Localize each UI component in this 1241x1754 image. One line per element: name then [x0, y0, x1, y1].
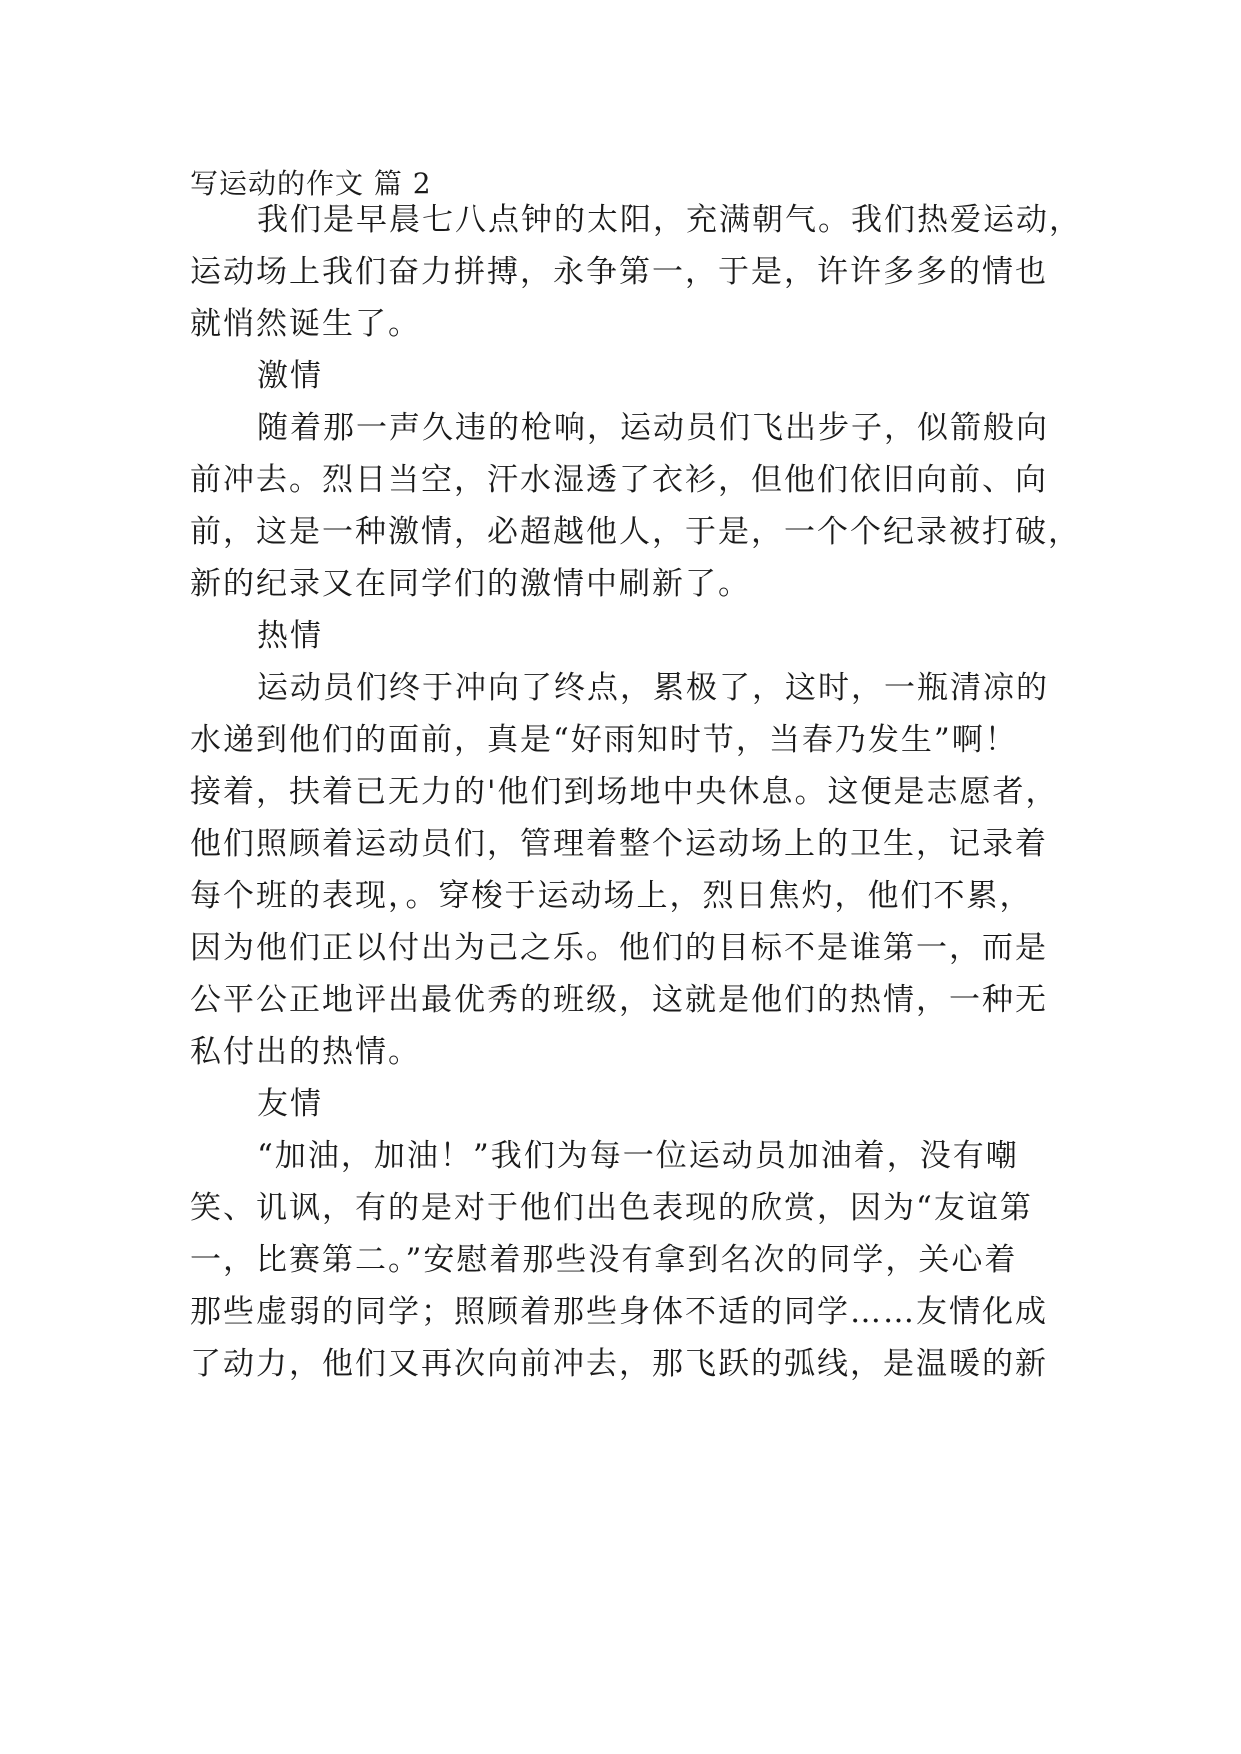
paragraph-line: 水递到他们的面前，真是“好雨知时节，当春乃发生”啊！	[190, 722, 1018, 758]
paragraph-line: 新的纪录又在同学们的激情中刷新了。	[190, 566, 751, 602]
paragraph-line: 笑、讥讽，有的是对于他们出色表现的欣赏，因为“友谊第	[190, 1190, 1033, 1226]
paragraph-line: “加油，加油！”我们为每一位运动员加油着，没有嘲	[257, 1138, 1019, 1174]
paragraph-line: 因为他们正以付出为己之乐。他们的目标不是谁第一，而是	[190, 930, 1048, 966]
paragraph-line: 一，比赛第二。”安慰着那些没有拿到名次的同学，关心着	[190, 1242, 1018, 1278]
paragraph-line: 接着，扶着已无力的'他们到场地中央休息。这便是志愿者，	[190, 774, 1059, 810]
paragraph-line: 了动力，他们又再次向前冲去，那飞跃的弧线，是温暖的新	[190, 1346, 1048, 1382]
paragraph-line: 随着那一声久违的枪响，运动员们飞出步子，似箭般向	[257, 410, 1049, 446]
section-heading: 友情	[257, 1086, 323, 1122]
section-heading: 热情	[257, 618, 323, 654]
paragraph-line: 就悄然诞生了。	[190, 306, 421, 342]
paragraph-line: 公平公正地评出最优秀的班级，这就是他们的热情，一种无	[190, 982, 1048, 1018]
paragraph-line: 他们照顾着运动员们，管理着整个运动场上的卫生，记录着	[190, 826, 1048, 862]
paragraph-line: 前冲去。烈日当空，汗水湿透了衣衫，但他们依旧向前、向	[190, 462, 1048, 498]
paragraph-line: 运动员们终于冲向了终点，累极了，这时，一瓶清凉的	[257, 670, 1049, 706]
paragraph-line: 前，这是一种激情，必超越他人，于是，一个个纪录被打破，	[190, 514, 1081, 550]
paragraph-line: 那些虚弱的同学；照顾着那些身体不适的同学……友情化成	[190, 1294, 1048, 1330]
document-title: 写运动的作文 篇 2	[190, 167, 432, 200]
paragraph-line: 运动场上我们奋力拼搏，永争第一，于是，许许多多的情也	[190, 254, 1048, 290]
paragraph-line: 我们是早晨七八点钟的太阳，充满朝气。我们热爱运动，	[257, 202, 1082, 238]
paragraph-line: 每个班的表现，。穿梭于运动场上，烈日焦灼，他们不累，	[190, 878, 1033, 914]
section-heading: 激情	[257, 358, 323, 394]
paragraph-line: 私付出的热情。	[190, 1034, 421, 1070]
